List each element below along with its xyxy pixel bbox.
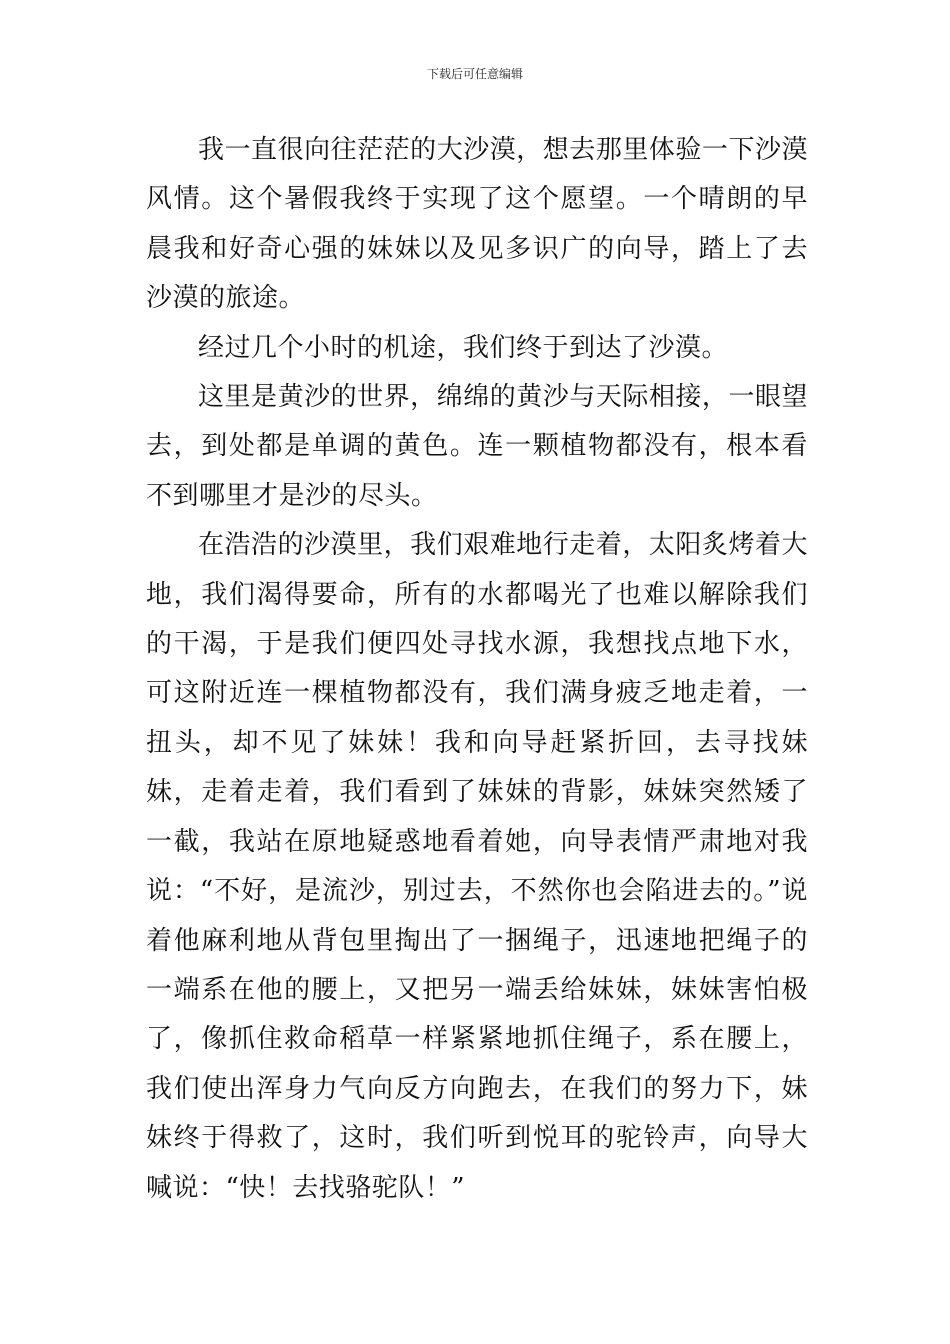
paragraph-3: 这里是黄沙的世界，绵绵的黄沙与天际相接，一眼望去，到处都是单调的黄色。连一颗植物都没有，根本看不到哪里才是沙的尽头。 xyxy=(146,382,808,511)
paragraph-4: 在浩浩的沙漠里，我们艰难地行走着，太阳炙烤着大地，我们渴得要命，所有的水都喝光了也难以解除我们的干渴，于是我们便四处寻找水源，我想找点地下水，可这附近连一棵植物都没有，我们满身疲乏地走着，一扭头，却不见了妹妹！我和向导赶紧折回，去寻找妹妹，走着走着，我们看到了妹妹的背影，妹妹突然矮了一截，我站在原地疑惑地看着她，向导表情严肃地对我说：“不好，是流沙，别过去，不然你也会陷进去的。”说着他麻利地从背包里掏出了一捆绳子，迅速地把绳子的一端系在他的腰上，又把另一端丢给妹妹，妹妹害怕极了，像抓住救命稻草一样紧紧地抓住绳子，系在腰上，我们使出浑身力气向反方向跑去，在我们的努力下，妹妹终于得救了，这时，我们听到悦耳的驼铃声，向导大喊说：“快！去找骆驼队！” xyxy=(146,530,808,1203)
document-body xyxy=(146,126,808,1213)
page-header: 下载后可任意编辑 xyxy=(426,67,523,81)
paragraph-2: 经过几个小时的机途，我们终于到达了沙漠。 xyxy=(198,332,729,363)
paragraph-1: 我一直很向往茫茫的大沙漠，想去那里体验一下沙漠风情。这个暑假我终于实现了这个愿望。一个晴朗的早晨我和好奇心强的妹妹以及见多识广的向导，踏上了去沙漠的旅途。 xyxy=(146,135,808,314)
